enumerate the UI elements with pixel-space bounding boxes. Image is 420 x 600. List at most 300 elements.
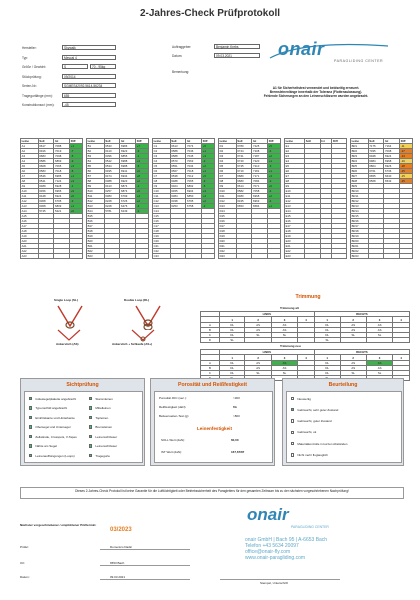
table-cell: D8	[219, 179, 237, 184]
check-item-label: Leinenaufhängungen (Loops)	[35, 453, 75, 458]
table-cell: A13	[21, 204, 39, 209]
checkbox[interactable]	[291, 442, 294, 445]
column-header: RECHTS	[314, 312, 409, 317]
checkbox[interactable]	[29, 397, 32, 400]
table-cell: A17	[21, 224, 39, 229]
check-item-label: Stammleinen	[95, 396, 113, 401]
table-cell: E20	[285, 239, 305, 244]
table-cell: A7	[21, 174, 39, 179]
table-cell: D3	[219, 154, 237, 159]
table-cell: B15	[87, 214, 105, 219]
sig-datum-label: Datum:	[20, 575, 30, 579]
table-cell: B3	[87, 154, 105, 159]
column-header: 3	[271, 317, 297, 322]
table-cell: 6541	[38, 179, 54, 184]
table-cell: E15	[285, 214, 305, 219]
table-cell: D14	[219, 209, 237, 214]
table-cell	[236, 254, 252, 259]
table-cell	[38, 254, 54, 259]
header-label: Konstruktionsw.t (mm):	[22, 103, 55, 107]
table-cell: D2	[219, 149, 237, 154]
table-row	[201, 337, 410, 342]
table-cell: AS	[245, 327, 271, 332]
table-cell: 7225	[252, 144, 268, 149]
table-cell: A18	[21, 229, 39, 234]
rating-item	[291, 395, 401, 402]
table-cell: BR6	[351, 169, 369, 174]
checkbox[interactable]	[291, 419, 294, 422]
porositaet-row-label: Reißfestigkeit (daN)	[159, 405, 186, 409]
table-cell: B13	[87, 204, 105, 209]
checkbox[interactable]	[29, 406, 32, 409]
rating-item	[291, 429, 401, 436]
table-cell: DL	[219, 322, 245, 327]
checkbox[interactable]	[89, 406, 92, 409]
next-check-label: Nächster vorgeschriebener / empfohlener Prüftermin:	[20, 523, 97, 527]
table-cell: -7	[70, 149, 83, 154]
table-cell: 6583	[38, 169, 54, 174]
column-header: Ist	[54, 139, 70, 144]
table-cell: A20	[21, 239, 39, 244]
column-header: 2	[340, 317, 366, 322]
table-cell: 6455	[170, 189, 186, 194]
table-cell: C23	[153, 254, 171, 259]
checkbox[interactable]	[29, 425, 32, 428]
table-cell: 6924	[384, 154, 400, 159]
table-cell: B22	[87, 249, 105, 254]
table-cell: BR21	[351, 244, 369, 249]
ankerstich-plus-label: Ankerstich + Schlaufe (AS+)	[112, 342, 153, 346]
table-cell: SL	[271, 332, 297, 337]
table-cell: C2	[153, 149, 171, 154]
table-cell: 7034	[186, 164, 202, 169]
pruefer-label: Prüfer:	[20, 545, 30, 549]
table-cell: BR8	[351, 179, 369, 184]
table-cell: B10	[87, 189, 105, 194]
table-cell: -3	[268, 164, 281, 169]
table-cell	[186, 254, 202, 259]
table-cell: 6795	[186, 199, 202, 204]
table-cell: +3	[70, 179, 83, 184]
column-header: 1	[219, 317, 245, 322]
checkbox[interactable]	[89, 454, 92, 457]
table-cell: +2	[202, 164, 215, 169]
table-cell: 6435	[236, 199, 252, 204]
table-cell: -25	[400, 169, 413, 174]
table-cell: 7220	[252, 159, 268, 164]
table-cell	[202, 254, 215, 259]
table-cell: B	[201, 365, 220, 370]
table-cell: 6533	[104, 144, 120, 149]
line-tables	[20, 138, 415, 283]
table-cell: +5	[268, 144, 281, 149]
check-item	[29, 452, 89, 459]
table-cell: 7065	[54, 164, 70, 169]
check-item-label: Zellwände, Crosspots, V-Tapes	[35, 434, 77, 439]
table-cell: 6613	[170, 144, 186, 149]
checkbox[interactable]	[89, 416, 92, 419]
datum-field: 09.03.2021	[214, 53, 260, 58]
ort-label: Ort:	[20, 561, 25, 565]
table-cell: +4	[202, 194, 215, 199]
table-cell: 6582	[236, 189, 252, 194]
table-cell: D11	[219, 194, 237, 199]
check-item	[29, 395, 89, 402]
table-cell: 6869	[54, 159, 70, 164]
table-cell: BR9	[351, 184, 369, 189]
rating-label: Neuwertig	[297, 396, 311, 401]
check-item-label: Leinenschlösser	[95, 444, 118, 448]
table-cell: B17	[87, 224, 105, 229]
table-cell: 6736	[384, 169, 400, 174]
table-cell: 7063	[186, 159, 202, 164]
table-cell: D13	[219, 204, 237, 209]
column-header: 1	[314, 355, 340, 360]
table-cell: E1	[285, 144, 305, 149]
checkbox[interactable]	[29, 435, 32, 438]
table-cell: A1	[21, 144, 39, 149]
table-cell: A	[201, 322, 220, 327]
porositaet-row-value: >300	[233, 396, 240, 400]
table-cell: D7	[219, 174, 237, 179]
table-row	[21, 254, 83, 259]
table-cell: 6388	[104, 179, 120, 184]
table-cell: 5745	[38, 209, 54, 214]
table-cell: 6480	[236, 194, 252, 199]
table-cell: 6404	[170, 184, 186, 189]
table-cell: AS	[271, 365, 297, 370]
checkbox[interactable]	[89, 435, 92, 438]
column-header: Leine	[219, 139, 237, 144]
table-cell: AS	[245, 322, 271, 327]
table-cell: B12	[87, 199, 105, 204]
trimmung-title: Trimmung	[295, 294, 321, 300]
check-item-label: Topleinen	[95, 415, 109, 420]
table-cell: 6726	[120, 199, 136, 204]
line-table-d	[218, 138, 281, 259]
checkbox[interactable]	[291, 397, 294, 400]
header-field: 09/2014	[62, 74, 116, 79]
table-cell: BR4	[351, 159, 369, 164]
line-table-b	[86, 138, 149, 259]
rating-item	[291, 418, 401, 425]
table-cell: E11	[285, 194, 305, 199]
table-cell: E5	[285, 164, 305, 169]
table-row	[351, 254, 413, 259]
table-cell: 5781	[104, 209, 120, 214]
table-cell	[340, 337, 366, 342]
rating-item	[291, 440, 401, 447]
table-cell: 6758	[186, 204, 202, 209]
table-cell: BR3	[351, 154, 369, 159]
table-cell: C21	[153, 244, 171, 249]
table-cell: 6988	[120, 159, 136, 164]
table-cell: D16	[219, 219, 237, 224]
table-cell: A21	[21, 244, 39, 249]
table-cell: 7084	[252, 179, 268, 184]
table-cell: SL	[366, 370, 392, 375]
trimmung-caption: Trimmung alt	[280, 306, 299, 310]
table-cell: SL	[245, 332, 271, 337]
table-cell: 7071	[252, 184, 268, 189]
checkbox[interactable]	[291, 431, 294, 434]
table-cell: +6	[70, 209, 83, 214]
check-item	[89, 414, 141, 421]
table-cell: SL	[340, 370, 366, 375]
table-row	[153, 254, 215, 259]
table-cell: E2	[285, 149, 305, 154]
logo-text: onair	[278, 39, 325, 59]
rating-item	[291, 452, 401, 459]
porositaet-row-label: Porosität JDC (sec.):	[159, 396, 187, 400]
column-header: 2	[245, 317, 271, 322]
table-cell: A14	[21, 209, 39, 214]
header-field: -45	[62, 102, 116, 107]
table-cell: D5	[219, 164, 237, 169]
table-cell	[366, 337, 392, 342]
table-header-row	[201, 317, 410, 322]
check-item	[29, 433, 89, 440]
table-cell: A4	[21, 159, 39, 164]
table-cell: D1	[219, 144, 237, 149]
table-cell: -3	[70, 199, 83, 204]
table-cell: -1	[136, 154, 149, 159]
table-cell: C4	[153, 159, 171, 164]
table-cell: 6761	[368, 169, 384, 174]
check-item	[89, 433, 141, 440]
trimmung-table	[200, 349, 410, 381]
checkbox[interactable]	[89, 397, 92, 400]
header-field: SGMES42092.5614-56234	[62, 83, 116, 88]
remark-1: A1 für Sicherheitstest verwendet und beidseitig erneuert.	[272, 86, 360, 90]
table-cell: SL	[271, 370, 297, 375]
table-cell: 6923	[120, 179, 136, 184]
column-header: Diff	[136, 139, 149, 144]
table-cell: 6413	[104, 184, 120, 189]
beurteilung-box	[286, 391, 402, 463]
table-cell: 6988	[120, 164, 136, 169]
table-cell: SL	[314, 337, 340, 342]
table-cell: -16	[400, 159, 413, 164]
table-cell: E16	[285, 219, 305, 224]
table-cell: +4	[136, 159, 149, 164]
check-item	[29, 424, 89, 431]
table-cell: 6655	[368, 174, 384, 179]
table-cell: 7088	[54, 144, 70, 149]
table-cell: B6	[87, 169, 105, 174]
table-cell: C11	[153, 194, 171, 199]
bemerkung-label: Bemerkung:	[172, 70, 190, 74]
table-cell: B4	[87, 159, 105, 164]
table-cell: E22	[285, 249, 305, 254]
table-cell: 6965	[54, 189, 70, 194]
column-header: 1	[219, 355, 245, 360]
table-cell	[70, 254, 83, 259]
table-cell: 6985	[54, 174, 70, 179]
table-cell: B2	[87, 149, 105, 154]
header-label: Stückprüfung:	[22, 74, 42, 79]
table-header-row	[201, 355, 410, 360]
table-cell: SL	[245, 370, 271, 375]
table-cell: 6850	[186, 194, 202, 199]
header-field: Skywalk	[62, 45, 116, 50]
table-cell: -15	[400, 174, 413, 179]
table-cell: DL	[219, 370, 245, 375]
table-cell: 6710	[236, 169, 252, 174]
table-cell: B23	[87, 254, 105, 259]
table-cell: A9	[21, 184, 39, 189]
table-cell: D17	[219, 224, 237, 229]
table-cell: 6570	[170, 159, 186, 164]
ankerstich-label: Ankerstich (AS)	[56, 342, 79, 346]
table-cell: C15	[153, 214, 171, 219]
table-cell: 6396	[104, 154, 120, 159]
table-cell: SL	[219, 337, 245, 342]
table-cell: AS	[340, 365, 366, 370]
table-cell: 6926	[384, 164, 400, 169]
table-cell: 6383	[104, 194, 120, 199]
table-cell: C6	[153, 169, 171, 174]
table-row	[87, 254, 149, 259]
table-cell: 7175	[368, 144, 384, 149]
column-header: 2	[340, 355, 366, 360]
table-cell: E3	[285, 154, 305, 159]
column-header: Ist	[252, 139, 268, 144]
table-cell: 6588	[170, 154, 186, 159]
table-cell: C12	[153, 199, 171, 204]
table-cell	[271, 337, 297, 342]
column-header: Leine	[153, 139, 171, 144]
table-cell: 6546	[38, 174, 54, 179]
table-cell: 7018	[54, 169, 70, 174]
rating-label: Nicht mehr flugtauglich	[297, 453, 328, 457]
column-header: Soll	[236, 139, 252, 144]
porositaet-panel	[150, 378, 275, 466]
table-cell: BR15	[351, 214, 369, 219]
table-cell: 6568	[368, 179, 384, 184]
check-item	[89, 424, 141, 431]
table-cell: 6984	[368, 159, 384, 164]
table-cell	[400, 254, 413, 259]
table-cell: 7018	[186, 169, 202, 174]
rating-item	[291, 406, 401, 413]
single-loop-label: Single Loop (SL)	[54, 298, 78, 302]
table-cell: E21	[285, 244, 305, 249]
header-label: Hersteller:	[22, 46, 37, 50]
column-header: Leine	[285, 139, 305, 144]
table-cell	[252, 254, 268, 259]
table-cell: +6	[268, 184, 281, 189]
column-header: 4	[393, 317, 410, 322]
table-cell: +2	[136, 179, 149, 184]
column-header: Soll	[38, 139, 54, 144]
leinenfestigkeit-title: Leinenfestigkeit	[197, 426, 232, 431]
table-cell: A8	[21, 179, 39, 184]
table-cell: C18	[153, 229, 171, 234]
ist-label: IST Wert (daN):	[161, 450, 182, 454]
table-cell: 6551	[170, 164, 186, 169]
check-item	[89, 405, 141, 412]
table-cell: B16	[87, 219, 105, 224]
check-item	[29, 405, 89, 412]
check-item	[89, 452, 141, 459]
table-cell: 6308	[38, 199, 54, 204]
table-cell: -25	[400, 179, 413, 184]
table-cell: B	[201, 327, 220, 332]
column-header: 4	[298, 355, 315, 360]
table-cell: 7171	[252, 174, 268, 179]
check-item-label: Bremsleinen	[95, 425, 113, 429]
table-cell	[393, 337, 410, 342]
table-cell: B14	[87, 209, 105, 214]
table-cell: DL	[314, 365, 340, 370]
sig-datum-value: 09.03.2021	[110, 575, 126, 579]
table-cell: AS	[366, 327, 392, 332]
table-cell: 6874	[120, 189, 136, 194]
table-cell: -2	[268, 179, 281, 184]
table-cell: -28	[400, 164, 413, 169]
checkbox[interactable]	[291, 408, 294, 411]
table-cell: B9	[87, 184, 105, 189]
disclaimer: Dieses 2-Jahres-Check Protokoll ist keine Garantie für die Lufttüchtigkeit oder Betriebssicherheit des Paragleiters für den gesamten Zeitraum bis zu der nächsten vorgeschriebenen Nachprüfung!	[20, 487, 404, 499]
table-cell: D22	[219, 249, 237, 254]
table-cell: 6680	[236, 174, 252, 179]
table-cell: BR16	[351, 219, 369, 224]
table-cell: 7035	[368, 149, 384, 154]
table-cell	[305, 254, 321, 259]
table-cell: DL	[314, 332, 340, 337]
table-cell: -2	[202, 204, 215, 209]
table-cell: 6542	[104, 159, 120, 164]
stamp-lines	[245, 537, 327, 561]
table-cell: E19	[285, 234, 305, 239]
table-cell: E13	[285, 204, 305, 209]
table-cell: +8	[136, 174, 149, 179]
sichtpruefung-panel	[20, 378, 145, 466]
table-cell: D9	[219, 184, 237, 189]
header-label: Serien-Nr.:	[22, 84, 38, 88]
column-header: Leine	[21, 139, 39, 144]
table-cell: +1	[268, 204, 281, 209]
auftraggeber-field: Benjamin Krebs	[214, 44, 260, 49]
rating-label: Materialkontrolle in kurzen Abständen	[297, 441, 348, 446]
table-cell: 6941	[120, 169, 136, 174]
checkbox[interactable]	[29, 444, 32, 447]
table-cell: 6804	[368, 164, 384, 169]
sichtpruefung-box	[24, 391, 143, 463]
checkbox[interactable]	[29, 454, 32, 457]
table-cell: A10	[21, 189, 39, 194]
table-cell: 6249	[120, 209, 136, 214]
table-cell: BR11	[351, 194, 369, 199]
column-header: 4	[298, 317, 315, 322]
table-cell: E23	[285, 254, 305, 259]
table-cell: BR2	[351, 149, 369, 154]
table-cell: 6923	[120, 149, 136, 154]
checkbox[interactable]	[89, 425, 92, 428]
table-cell: A23	[21, 254, 39, 259]
table-cell: 6653	[236, 204, 252, 209]
checkbox[interactable]	[29, 416, 32, 419]
table-cell	[170, 254, 186, 259]
table-cell: 7124	[54, 179, 70, 184]
checkbox[interactable]	[291, 453, 294, 456]
table-cell	[268, 254, 281, 259]
table-cell	[368, 254, 384, 259]
table-cell: 6308	[38, 204, 54, 209]
table-cell: BR14	[351, 209, 369, 214]
checkbox[interactable]	[89, 444, 92, 447]
